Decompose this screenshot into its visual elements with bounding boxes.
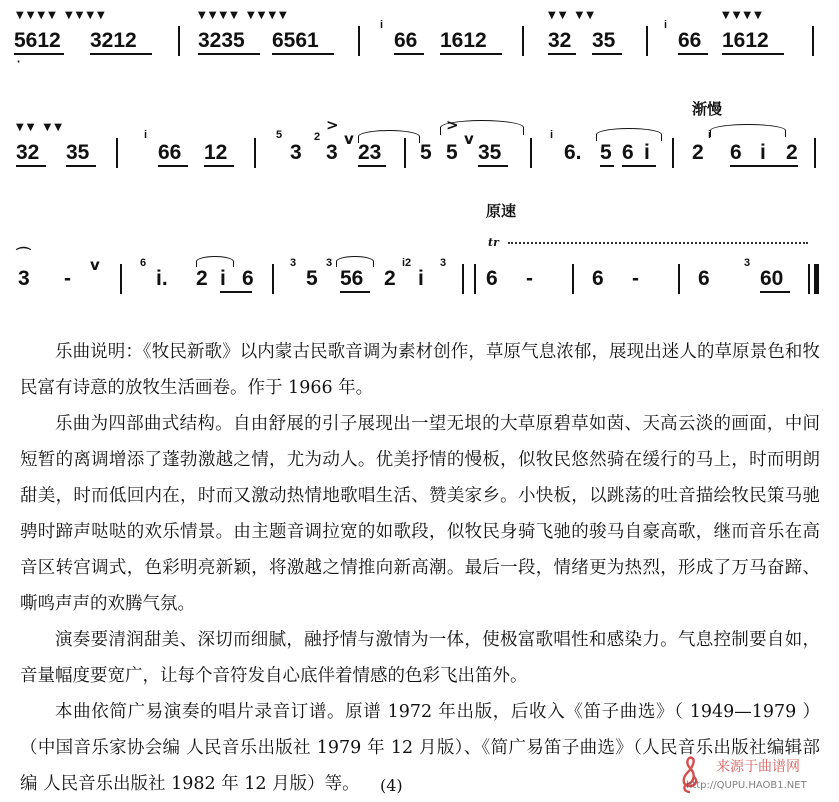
final-barline — [814, 264, 819, 294]
note-group: 60 — [760, 267, 784, 290]
beam — [548, 53, 576, 55]
grace-note: 3 — [326, 257, 333, 269]
grace-note: i — [550, 129, 554, 141]
barline — [474, 264, 476, 294]
beam — [220, 291, 252, 293]
note-group: 3212 — [90, 29, 137, 52]
note-group: 56 — [340, 267, 364, 290]
beam — [358, 165, 386, 167]
beam — [14, 53, 64, 55]
grace-note: 6 — [140, 257, 147, 269]
note: i — [220, 267, 226, 290]
grace-note: 5 — [276, 129, 283, 141]
breath-mark: v — [464, 130, 474, 148]
note-group: 35 — [478, 141, 502, 164]
barline — [120, 264, 122, 294]
tempo-mark: 原速 — [486, 202, 517, 220]
barline — [572, 264, 574, 294]
beam — [600, 165, 614, 167]
beam — [158, 165, 188, 167]
score-line-1 — [0, 0, 839, 70]
accent-mark: > — [326, 116, 339, 134]
note: 5 — [420, 141, 432, 164]
trill-wave — [508, 242, 808, 250]
beam — [394, 53, 424, 55]
note: 3 — [290, 141, 302, 164]
beam — [272, 53, 334, 55]
beam — [66, 165, 96, 167]
breath-mark: v — [344, 130, 354, 148]
grace-note: 3 — [744, 257, 751, 269]
slur — [710, 124, 786, 137]
barline — [646, 26, 648, 56]
trill-mark: tr — [488, 236, 499, 249]
description-paragraph: 演奏要清润甜美、深切而细腻，融抒情与激情为一体，使极富歌唱性和感染力。气息控制要自如，音量幅度要宽广，让每个音符发自心底伴着情感的色彩飞出笛外。 — [20, 630, 820, 686]
staccato-marks: ▼▼ ▼▼ — [548, 10, 597, 21]
barline — [678, 264, 680, 294]
slur — [440, 116, 524, 135]
barline — [272, 264, 274, 294]
note: 6 — [698, 267, 710, 290]
accent-mark: > — [446, 116, 459, 134]
note: 6 — [592, 267, 604, 290]
note-group: 12 — [204, 141, 228, 164]
note: 6 — [622, 141, 634, 164]
barline — [358, 26, 360, 56]
note-group: 5612 — [14, 29, 61, 52]
note-group: 66 — [678, 29, 702, 52]
barline — [404, 138, 406, 168]
note-group: 1612 — [722, 29, 769, 52]
barline — [814, 138, 816, 168]
barline — [672, 138, 674, 168]
barline — [178, 26, 180, 56]
staccato-marks: ▼▼▼▼ — [722, 10, 765, 21]
grace-note: 3 — [440, 257, 447, 269]
note: 2 — [786, 141, 798, 164]
tempo-mark: 渐慢 — [692, 100, 723, 118]
note-group: 32 — [16, 141, 40, 164]
dash: - — [64, 267, 71, 290]
beam — [16, 165, 46, 167]
grace-note: i — [664, 19, 668, 31]
barline — [812, 26, 814, 56]
note: 6 — [242, 267, 254, 290]
beam — [340, 291, 370, 293]
description-paragraph: 乐曲为四部曲式结构。自由舒展的引子展现出一望无垠的大草原碧草如茵、天高云淡的画面，中间短暂的离调增添了蓬勃激越之情，尤为动人。优美抒情的慢板，似牧民悠然骑在缓行的马上，时而明朗甜美，时而低回内在，时而又激动热情地歌唱生活、赞美家乡。小快板，以跳荡的吐音描绘牧民策马驰骋时蹄声哒哒的欢乐情景。由主题音调拉宽的如歌段，似牧民身骑飞驰的骏马自豪高歌，继而音乐在高音区转宫调式，色彩明亮新颖，将激越之情推向新高潮。最后一段，情绪更为热烈，形成了万马奋蹄、嘶鸣声声的欢腾气氛。 — [20, 414, 820, 614]
note: 5 — [306, 267, 318, 290]
score-line-3 — [0, 200, 839, 290]
beam — [592, 53, 622, 55]
beam — [90, 53, 152, 55]
staccato-marks: ▼▼▼▼ ▼▼▼▼ — [198, 10, 290, 21]
note-group: 66 — [394, 29, 418, 52]
note: 2 — [384, 267, 396, 290]
dash: - — [632, 267, 639, 290]
beam — [760, 291, 790, 293]
staccato-marks: ▼▼ ▼▼ — [16, 122, 65, 133]
watermark-url: http://QUPU.HAOB1.NET — [686, 780, 807, 791]
grace-note: i — [708, 129, 712, 141]
breath-mark: v — [90, 256, 100, 274]
barline — [254, 138, 256, 168]
note-group: 23 — [358, 141, 382, 164]
slur — [196, 256, 234, 267]
low-octave-dot: · — [16, 52, 22, 71]
beam — [622, 165, 656, 167]
note: i — [418, 267, 424, 290]
note-group: 3235 — [198, 29, 245, 52]
beam — [678, 53, 708, 55]
watermark — [676, 750, 836, 802]
note: 6. — [564, 141, 582, 164]
note: i — [760, 141, 766, 164]
note-group: 6561 — [272, 29, 319, 52]
beam — [722, 53, 784, 55]
description-paragraph: 本曲依简广易演奏的唱片录音订谱。原谱 1972 年出版，后收入《笛子曲选》（ 1949—1979 ）（中国音乐家协会编 人民音乐出版社 1979 年 12 月版）、《简广易笛子曲选》（人民音乐出版社编辑部编 人民音乐出版社 1982 年 12 月版）等。 — [20, 702, 820, 794]
note: 6 — [486, 267, 498, 290]
description — [20, 334, 820, 802]
grace-note: i — [144, 129, 148, 141]
grace-note: i — [380, 19, 384, 31]
fermata-mark: ⌒ — [16, 246, 32, 264]
dash: - — [526, 267, 533, 290]
note: 5 — [446, 141, 458, 164]
note: 2 — [692, 141, 704, 164]
note: 3 — [326, 141, 338, 164]
note-group: 1612 — [440, 29, 487, 52]
note: 2 — [196, 267, 208, 290]
slur — [596, 128, 662, 141]
slur — [336, 256, 374, 267]
note: 3 — [18, 267, 30, 290]
note: 6 — [730, 141, 742, 164]
beam — [204, 165, 234, 167]
barline — [116, 138, 118, 168]
barline — [522, 26, 524, 56]
staccato-marks: ▼▼▼▼ ▼▼▼▼ — [16, 10, 108, 21]
beam — [730, 165, 798, 167]
barline — [530, 138, 532, 168]
note: i — [644, 141, 650, 164]
note: 5 — [600, 141, 612, 164]
grace-note: 3 — [290, 257, 297, 269]
beam — [478, 165, 508, 167]
grace-note: i2 — [402, 257, 412, 269]
note-group: 35 — [592, 29, 616, 52]
description-paragraph: 乐曲说明：《牧民新歌》以内蒙古民歌音调为素材创作，草原气息浓郁，展现出迷人的草原景色和牧民富有诗意的放牧生活画卷。作于 1966 年。 — [20, 342, 820, 398]
score-line-2 — [0, 100, 839, 170]
note: i. — [156, 267, 168, 290]
beam — [198, 53, 260, 55]
note-group: 35 — [66, 141, 90, 164]
page-number: (4) — [380, 776, 403, 795]
note-group: 66 — [158, 141, 182, 164]
barline — [808, 264, 810, 294]
note-group: 32 — [548, 29, 572, 52]
grace-note: 2 — [314, 131, 321, 143]
beam — [440, 53, 502, 55]
barline — [462, 264, 464, 294]
watermark-text: 来源于曲谱网 — [716, 759, 800, 775]
